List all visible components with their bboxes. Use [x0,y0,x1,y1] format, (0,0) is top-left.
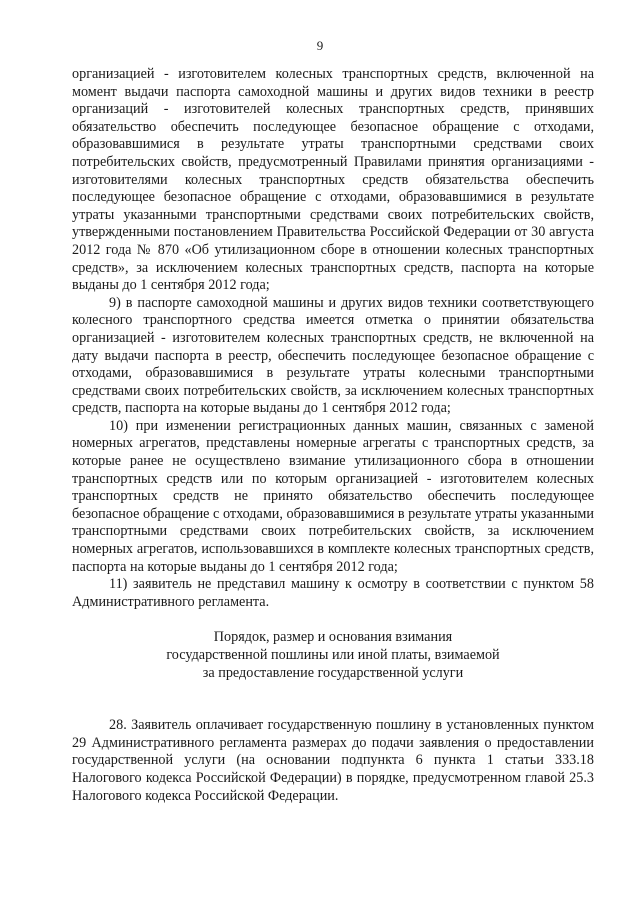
paragraph-item-11: 11) заявитель не представил машину к осмотру в соответствии с пунктом 58 Административного регламента. [72,576,594,610]
section-heading-line-3: за предоставление государственной услуги [202,664,464,681]
page-number: 9 [316,38,324,53]
paragraph-item-9: 9) в паспорте самоходной машины и других видов техники соответствующего колесного транспортного средства имеется отметка о принятии обязательства организацией - изготовителем колесных транспортных средств, не включенной на дату выдачи паспорта в реестр, обеспечить последующее безопасное обращение с отходами, образовавшимися в результате утраты колесными транспортными средствами своих потребительских свойств, за исключением колесных транспортных средств, паспорта на которые выданы до 1 сентября 2012 года; [72,294,594,417]
section-heading-line-1: Порядок, размер и основания взимания [213,629,453,646]
paragraph-item-10: 10) при изменении регистрационных данных машин, связанных с заменой номерных агрегатов, представлены номерные агрегаты с транспортных средств, за которые ранее не осуществлено взимание утилизационного сбора в отношении транспортных средств или по которым организацией - изготовителем колесных транспортных средств не принято обязательство обеспечить последующее безопасное обращение с отходами, образовавшимися в результате утраты указанными транспортными средствами своих потребительских свойств, за исключением номерных агрегатов, использовавшихся в комплекте колесных транспортных средств, паспорта на которые выданы до 1 сентября 2012 года; [72,417,594,575]
paragraph-28: 28. Заявитель оплачивает государственную пошлину в установленных пунктом 29 Административного регламента размерах до подачи заявления о предоставлении государственной услуги (на основании подпункта 6 пункта 1 статьи 333.18 Налогового кодекса Российской Федерации) в порядке, предусмотренном главой 25.3 Налогового кодекса Российской Федерации. [72,717,594,804]
paragraph-continuation: организацией - изготовителем колесных транспортных средств, включенной на момент выдачи паспорта самоходной машины и других видов техники в реестр организаций - изготовителей колесных транспортных средств, принявших обязательство обеспечить последующее безопасное обращение с отходами, образовавшимися в результате утраты транспортными средствами своих потребительских свойств, предусмотренный Правилами принятия организациями - изготовителями колесных транспортных средств обязательства обеспечить последующее безопасное обращение с отходами, образовавшимися в результате утраты указанными транспортными средствами своих потребительских свойств, утвержденными постановлением Правительства Российской Федерации от 30 августа 2012 года № 870 «Об утилизационном сборе в отношении колесных транспортных средств», за исключением колесных транспортных средств, паспорта на которые выданы до 1 сентября 2012 года; [72,66,594,294]
section-heading-line-2: государственной пошлины или иной платы, взимаемой [166,647,500,663]
document-body [72,66,594,805]
section-heading [72,629,594,682]
